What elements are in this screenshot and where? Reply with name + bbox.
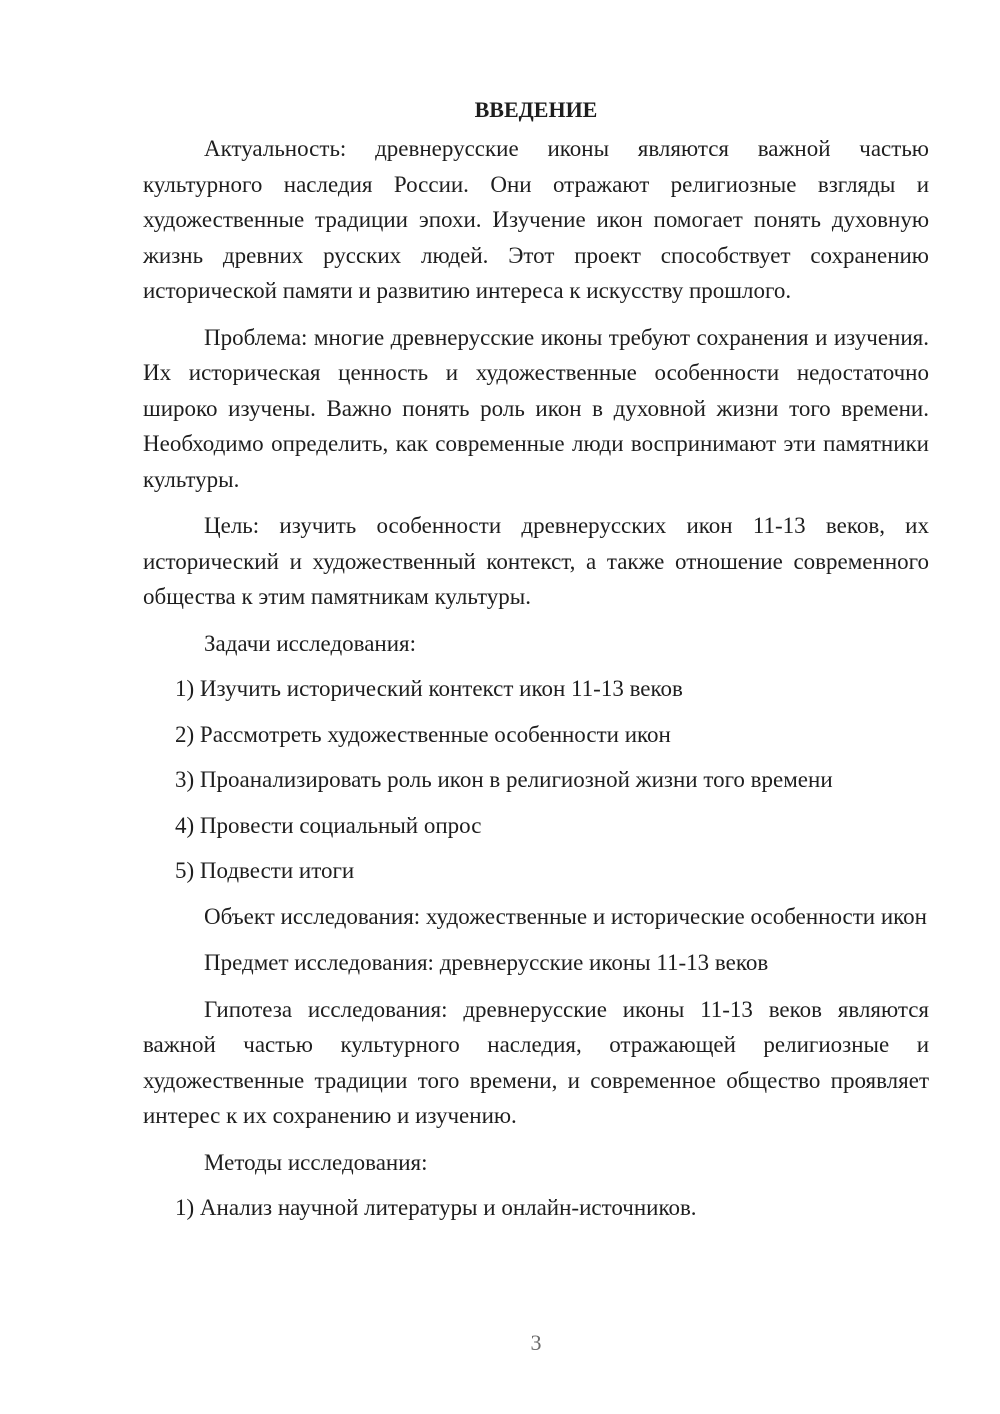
task-item: 5) Подвести итоги xyxy=(175,858,355,883)
object-paragraph: Объект исследования: художественные и исторические особенности икон xyxy=(204,903,927,929)
methods-heading: Методы исследования: xyxy=(204,1149,428,1175)
problem-paragraph: Проблема: многие древнерусские иконы требуют сохранения и изучения. Их историческая ценность и художественные особенности недостаточно широко изучены. Важно понять роль икон в духовной жизни того времени. Необходимо определить, как современные люди воспринимают эти памятники культуры. xyxy=(143,324,929,492)
page-number: 3 xyxy=(530,1330,542,1355)
page-content xyxy=(143,92,929,1226)
goal-paragraph: Цель: изучить особенности древнерусских икон 11-13 веков, их исторический и художественный контекст, а также отношение современного общества к этим памятникам культуры. xyxy=(143,513,929,609)
task-item: 3) Проанализировать роль икон в религиозной жизни того времени xyxy=(175,767,833,792)
task-item: 4) Провести социальный опрос xyxy=(175,812,482,838)
relevance-paragraph: Актуальность: древнерусские иконы являются важной частью культурного наследия России. Они отражают религиозные взгляды и художественные традиции эпохи. Изучение икон помогает понять духовную жизнь древних русских людей. Этот проект способствует сохранению исторической памяти и развитию интереса к искусству прошлого. xyxy=(143,136,929,303)
task-item: 1) Изучить исторический контекст икон 11-13 веков xyxy=(175,676,683,701)
subject-paragraph: Предмет исследования: древнерусские иконы 11-13 веков xyxy=(204,950,769,975)
page-title: ВВЕДЕНИЕ xyxy=(474,97,598,122)
method-item: 1) Анализ научной литературы и онлайн-источников. xyxy=(175,1195,697,1220)
tasks-heading: Задачи исследования: xyxy=(204,630,417,656)
task-item: 2) Рассмотреть художественные особенности икон xyxy=(175,721,671,747)
hypothesis-paragraph: Гипотеза исследования: древнерусские иконы 11-13 веков являются важной частью культурного наследия, отражающей религиозные и художественные традиции того времени, и современное общество проявляет интерес к их сохранению и изучению. xyxy=(143,996,929,1128)
